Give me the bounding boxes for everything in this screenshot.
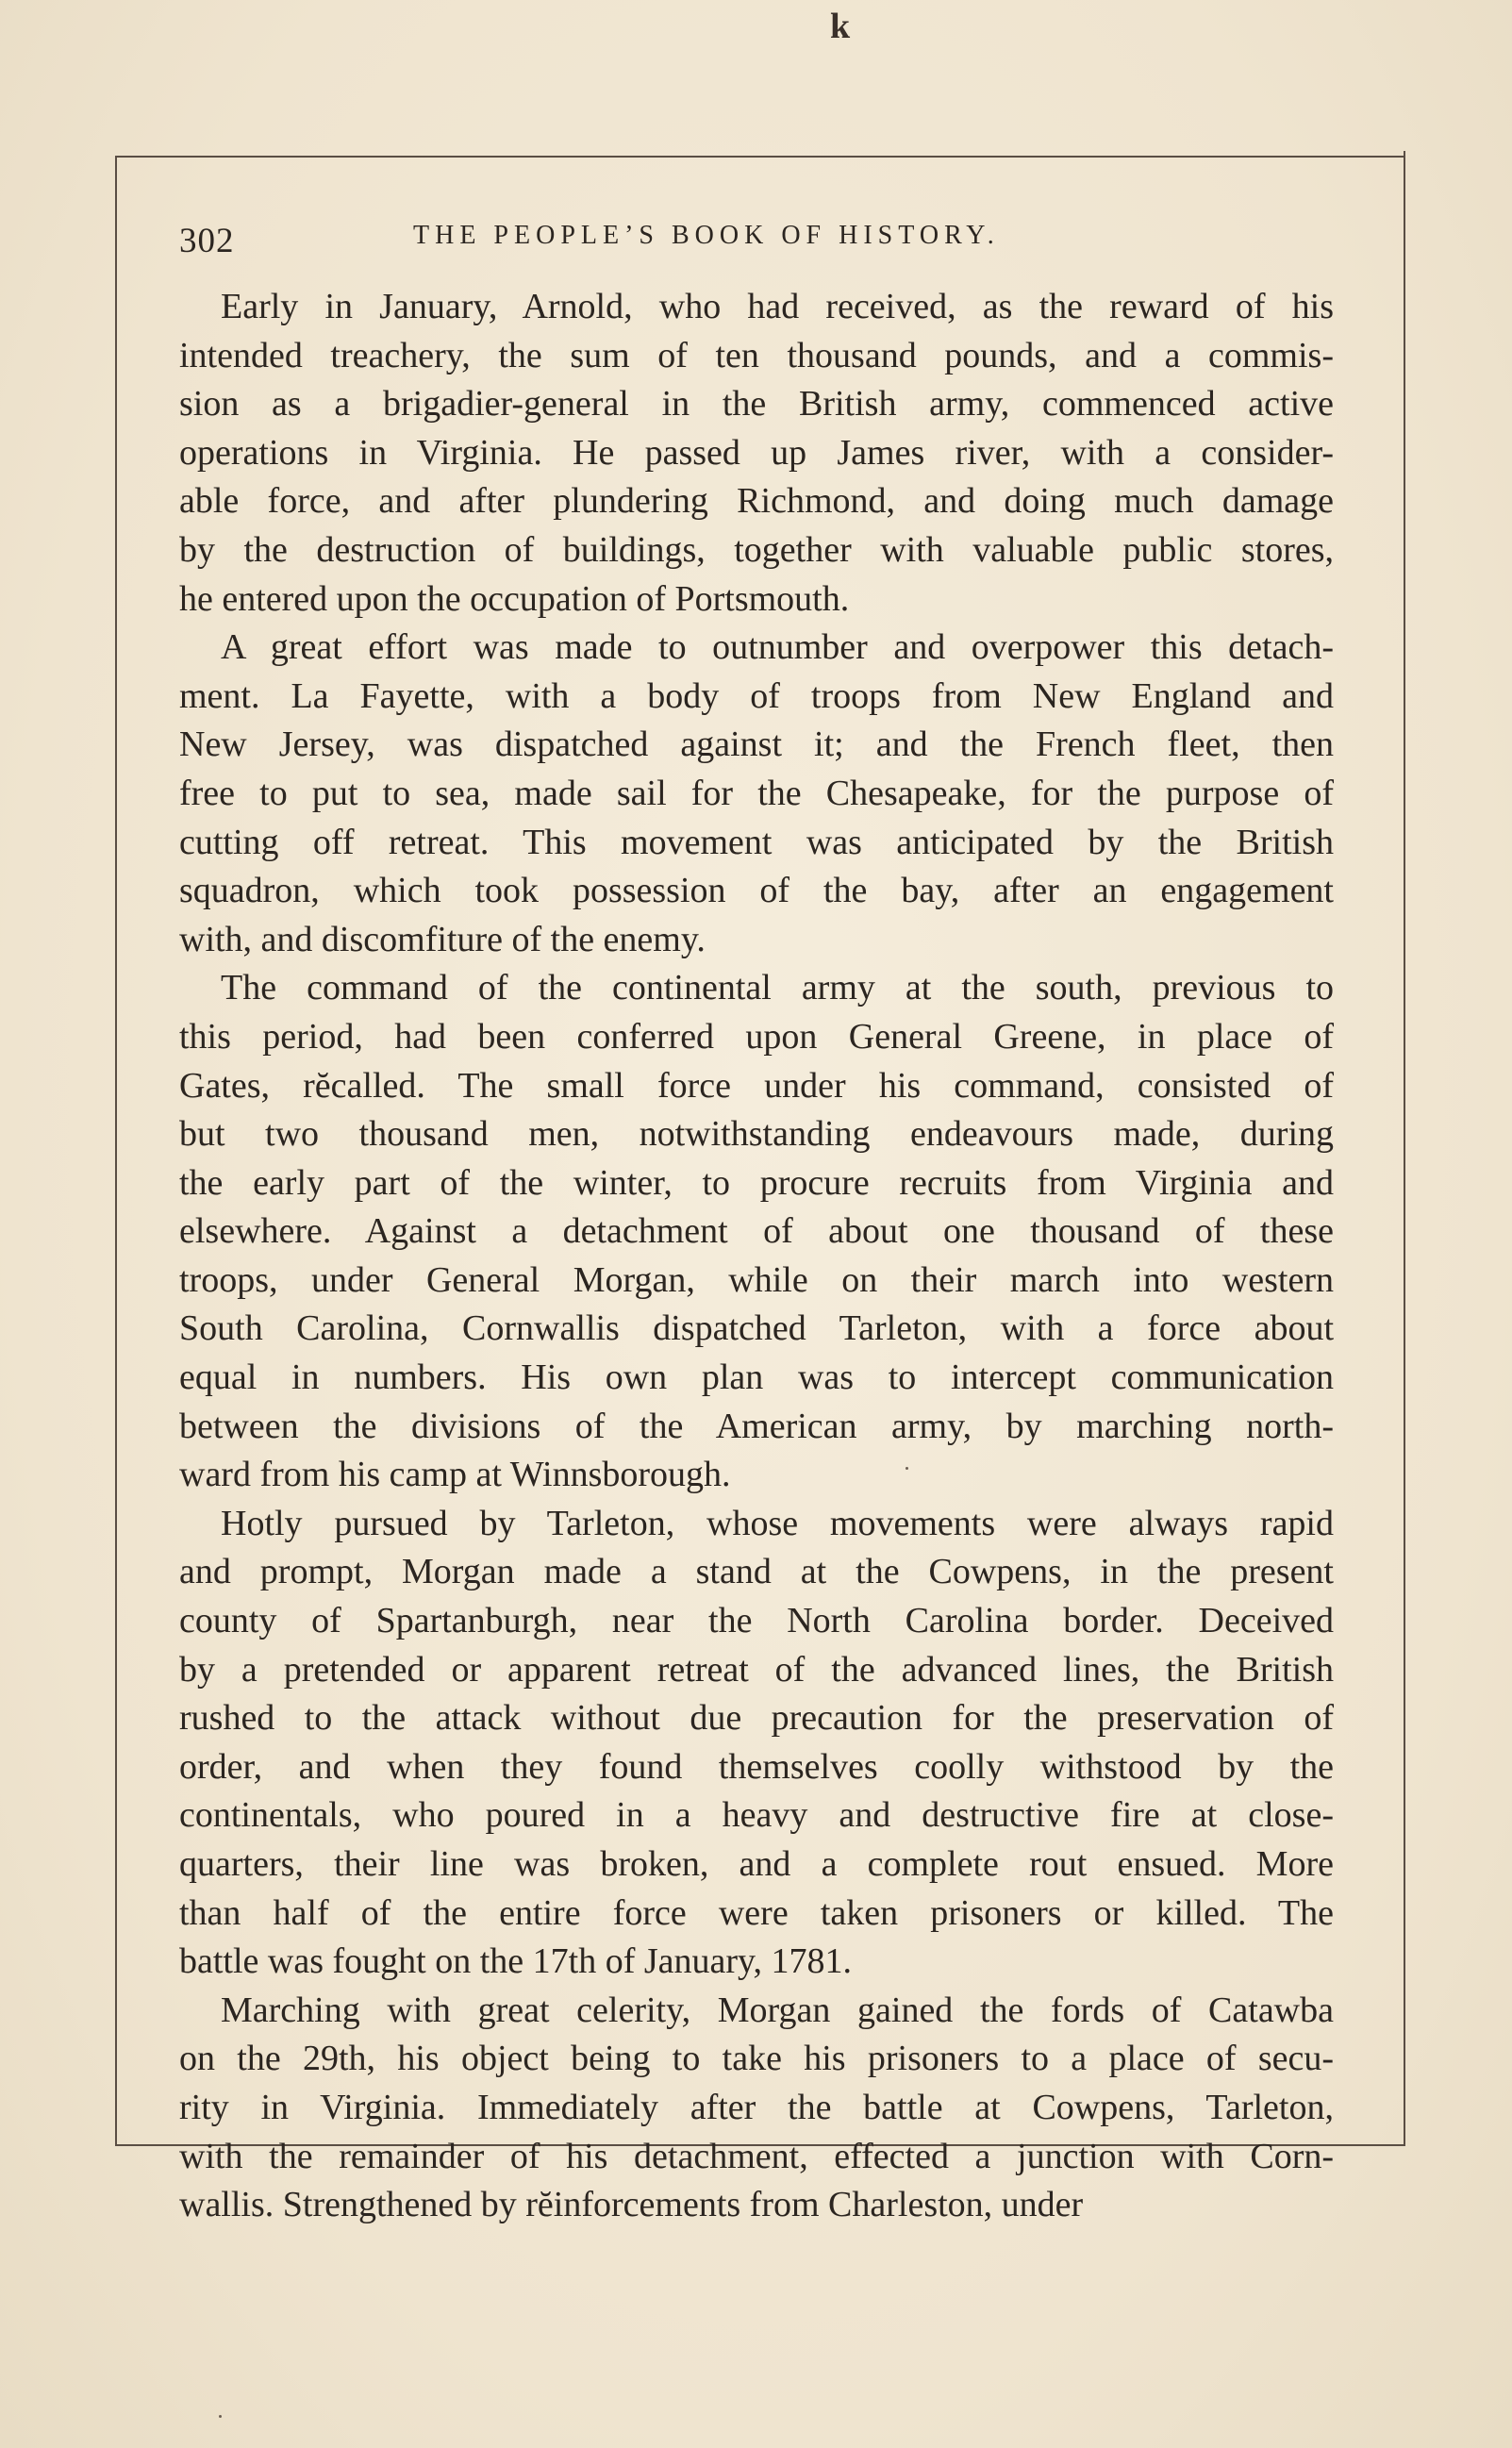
text-line: squadron, which took possession of the bay, after an engagement xyxy=(179,871,1334,911)
page-number: 302 xyxy=(179,222,235,260)
text-line: intended treachery, the sum of ten thousand pounds, and a commis- xyxy=(179,335,1334,375)
paragraph xyxy=(179,283,1334,624)
text-line: South Carolina, Cornwallis dispatched Tarleton, with a force about xyxy=(179,1308,1334,1349)
text-line: Gates, rĕcalled. The small force under his command, consisted of xyxy=(179,1065,1334,1106)
text-line: cutting off retreat. This movement was anticipated by the British xyxy=(179,822,1334,862)
text-line: The command of the continental army at the south, previous to xyxy=(221,968,1334,1008)
text-line: than half of the entire force were taken prisoners or killed. The xyxy=(179,1892,1334,1933)
text-line: elsewhere. Against a detachment of about one thousand of these xyxy=(179,1211,1334,1252)
top-ink-mark: k xyxy=(830,7,851,46)
paper-speck xyxy=(906,1467,908,1470)
text-line: but two thousand men, notwithstanding endeavours made, during xyxy=(179,1114,1334,1155)
text-line: able force, and after plundering Richmond, and doing much damage xyxy=(179,481,1334,522)
text-line: rity in Virginia. Immediately after the battle at Cowpens, Tarleton, xyxy=(179,2087,1334,2127)
frame-corner-mark xyxy=(1404,151,1405,158)
text-line: this period, had been conferred upon General Greene, in place of xyxy=(179,1016,1334,1057)
text-line: A great effort was made to outnumber and overpower this detach- xyxy=(221,627,1334,668)
text-line: equal in numbers. His own plan was to intercept communication xyxy=(179,1357,1334,1398)
paragraph xyxy=(179,624,1334,964)
text-line: by the destruction of buildings, together with valuable public stores, xyxy=(179,529,1334,570)
text-line: free to put to sea, made sail for the Chesapeake, for the purpose of xyxy=(179,773,1334,813)
text-line: order, and when they found themselves coolly withstood by the xyxy=(179,1746,1334,1787)
text-line: he entered upon the occupation of Portsmouth. xyxy=(179,578,850,619)
text-line: operations in Virginia. He passed up James river, with a consider- xyxy=(179,432,1334,473)
text-line: ment. La Fayette, with a body of troops from New England and xyxy=(179,675,1334,716)
paragraph xyxy=(179,964,1334,1500)
text-line: with, and discomfiture of the enemy. xyxy=(179,919,706,959)
text-line: battle was fought on the 17th of January, 1781. xyxy=(179,1941,853,1982)
paragraph xyxy=(179,1500,1334,1987)
text-line: continentals, who poured in a heavy and destructive fire at close- xyxy=(179,1795,1334,1836)
text-line: quarters, their line was broken, and a complete rout ensued. More xyxy=(179,1844,1334,1884)
paper-speck xyxy=(219,2415,222,2418)
text-line: wallis. Strengthened by rĕinforcements from Charleston, under xyxy=(179,2185,1084,2225)
text-line: Marching with great celerity, Morgan gained the fords of Catawba xyxy=(221,1990,1334,2030)
text-line: Early in January, Arnold, who had received, as the reward of his xyxy=(221,287,1334,326)
text-line: and prompt, Morgan made a stand at the Cowpens, in the present xyxy=(179,1552,1334,1592)
running-head: THE PEOPLE’S BOOK OF HISTORY. xyxy=(413,221,1000,250)
page-header xyxy=(179,213,1349,260)
text-line: ward from his camp at Winnsborough. xyxy=(179,1455,731,1495)
text-line: on the 29th, his object being to take his prisoners to a place of secu- xyxy=(179,2039,1334,2079)
text-line: with the remainder of his detachment, effected a junction with Corn- xyxy=(179,2136,1334,2176)
text-line: by a pretended or apparent retreat of the advanced lines, the British xyxy=(179,1649,1334,1690)
text-line: New Jersey, was dispatched against it; and the French fleet, then xyxy=(179,724,1334,765)
body-text xyxy=(179,283,1334,2230)
text-line: sion as a brigadier-general in the British army, commenced active xyxy=(179,384,1334,425)
text-line: county of Spartanburgh, near the North Carolina border. Deceived xyxy=(179,1601,1334,1641)
paragraph xyxy=(179,1987,1334,2230)
text-line: the early part of the winter, to procure recruits from Virginia and xyxy=(179,1162,1334,1203)
text-line: Hotly pursued by Tarleton, whose movements were always rapid xyxy=(221,1503,1334,1543)
text-line: between the divisions of the American army, by marching north- xyxy=(179,1406,1334,1446)
text-line: rushed to the attack without due precaution for the preservation of xyxy=(179,1698,1334,1739)
text-line: troops, under General Morgan, while on their march into western xyxy=(179,1259,1334,1300)
